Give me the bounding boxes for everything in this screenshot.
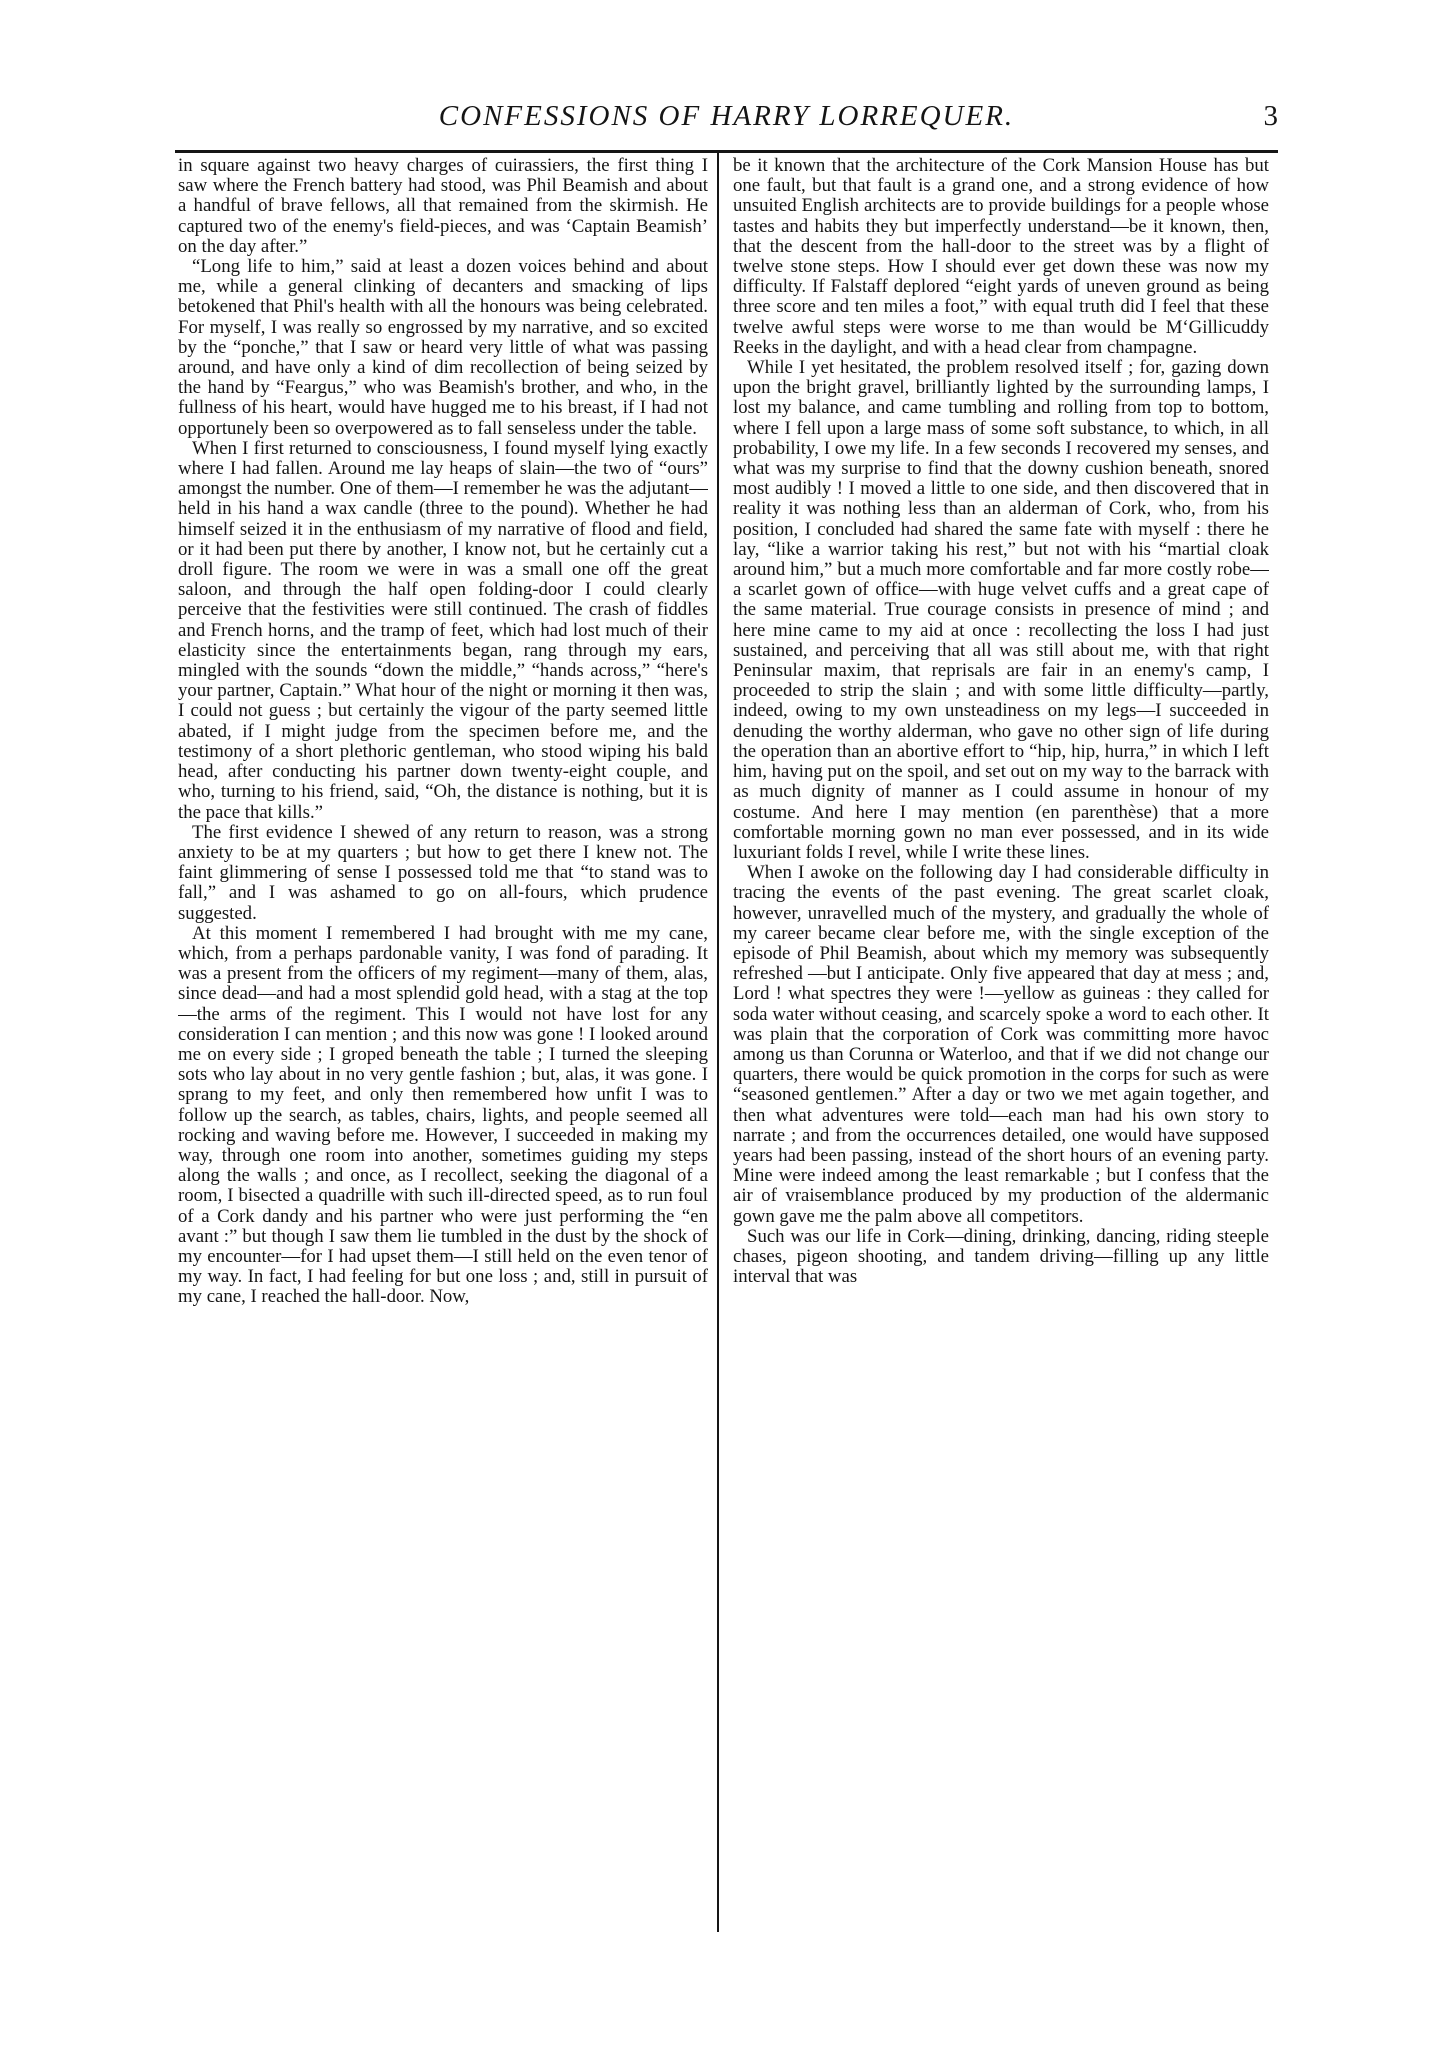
left-column [178, 156, 708, 1936]
right-column [733, 156, 1269, 1936]
paragraph: When I awoke on the following day I had considerable difficulty in tracing the events of the past evening. The great scarlet cloak, however, unravelled much of the mystery, and gradually the whole of my career became clear before me, with the single exception of the episode of Phil Beamish, about which my memory was subsequently refreshed —but I anticipate. Only five appeared that day at mess ; and, Lord ! what spectres they were !—yellow as guineas : they called for soda water without ceasing, and scarcely spoke a word to each other. It was plain that the corporation of Cork was committing more havoc among us than Corunna or Waterloo, and that if we did not change our quarters, there would be quick promotion in the corps for such as were “seasoned gentlemen.” After a day or two we met again together, and then what adventures were told—each man had his own story to narrate ; and from the occurrences detailed, one would have supposed years had been passing, instead of the short hours of an evening party. Mine were indeed among the least remarkable ; but I confess that the air of vraisemblance produced by my production of the aldermanic gown gave me the palm above all competitors. [733, 862, 1269, 1227]
paragraph: At this moment I remembered I had brought with me my cane, which, from a perhaps pardonable vanity, I was fond of parading. It was a present from the officers of my regiment—many of them, alas, since dead—and had a most splendid gold head, with a stag at the top—the arms of the regiment. This I would not have lost for any consideration I can mention ; and this now was gone ! I looked around me on every side ; I groped beneath the table ; I turned the sleeping sots who lay about in no very gentle fashion ; but, alas, it was gone. I sprang to my feet, and only then remembered how unfit I was to follow up the search, as tables, chairs, lights, and people seemed all rocking and waving before me. However, I succeeded in making my way, through one room into another, sometimes guiding my steps along the walls ; and once, as I recollect, seeking the diagonal of a room, I bisected a quadrille with such ill-directed speed, as to run foul of a Cork dandy and his partner who were just performing the “en avant :” but though I saw them lie tumbled in the dust by the shock of my encounter—for I had upset them—I still held on the even tenor of my way. In fact, I had feeling for but one loss ; and, still in pursuit of my cane, I reached the hall-door. Now, [178, 922, 708, 1308]
column-divider [717, 152, 719, 1932]
page-header [175, 96, 1278, 144]
paragraph: Such was our life in Cork—dining, drinking, dancing, riding steeple chases, pigeon shooting, and tandem driving—filling up any little interval that was [733, 1225, 1269, 1288]
paragraph: be it known that the architecture of the Cork Mansion House has but one fault, but that fault is a grand one, and a strong evidence of how unsuited English architects are to provide buildings for a people whose tastes and habits they but imperfectly understand—be it known, then, that the descent from the hall-door to the street was by a flight of twelve stone steps. How I should ever get down these was now my difficulty. If Falstaff deplored “eight yards of uneven ground as being three score and ten miles a foot,” with equal truth did I feel that these twelve awful steps were worse to me than would be M‘Gillicuddy Reeks in the daylight, and with a head clear from champagne. [733, 156, 1269, 358]
paragraph: in square against two heavy charges of cuirassiers, the first thing I saw where the French battery had stood, was Phil Beamish and about a handful of brave fellows, all that remained from the skirmish. He captured two of the enemy's field-pieces, and was ‘Captain Beamish’ on the day after.” [178, 156, 708, 257]
paragraph: While I yet hesitated, the problem resolved itself ; for, gazing down upon the bright gravel, brilliantly lighted by the surrounding lamps, I lost my balance, and came tumbling and rolling from top to bottom, where I fell upon a large mass of some soft substance, to which, in all probability, I owe my life. In a few seconds I recovered my senses, and what was my surprise to find that the downy cushion beneath, snored most audibly ! I moved a little to one side, and then discovered that in reality it was nothing less than an alderman of Cork, who, from his position, I concluded had shared the same fate with myself : there he lay, “like a warrior taking his rest,” but not with his “martial cloak around him,” but a much more comfortable and far more costly robe—a scarlet gown of office—with huge velvet cuffs and a great cape of the same material. True courage consists in presence of mind ; and here mine came to my aid at once : recollecting the loss I had just sustained, and perceiving that all was still about me, with that right Peninsular maxim, that reprisals are fair in an enemy's camp, I proceeded to strip the slain ; and with some little difficulty—partly, indeed, owing to my own unsteadiness on my legs—I succeeded in denuding the worthy alderman, who gave no other sign of life during the operation than an abortive effort to “hip, hip, hurra,” in which I left him, having put on the spoil, and set out on my way to the barrack with as much dignity of manner as I could assume in honour of my costume. And here I may mention (en parenthèse) that a more comfortable morning gown no man ever possessed, and in its wide luxuriant folds I revel, while I write these lines. [733, 357, 1269, 863]
paragraph: When I first returned to consciousness, I found myself lying exactly where I had fallen. Around me lay heaps of slain—the two of “ours” amongst the number. One of them—I remember he was the adjutant—held in his hand a wax candle (three to the pound). Whether he had himself seized it in the enthusiasm of my narrative of flood and field, or it had been put there by another, I know not, but he certainly cut a droll figure. The room we were in was a small one off the great saloon, and through the half open folding-door I could clearly perceive that the festivities were still continued. The crash of fiddles and French horns, and the tramp of feet, which had lost much of their elasticity since the entertainments began, rang through my ears, mingled with the sounds “down the middle,” “hands across,” “here's your partner, Captain.” What hour of the night or morning it then was, I could not guess ; but certainly the vigour of the party seemed little abated, if I might judge from the specimen before me, and the testimony of a short plethoric gentleman, who stood wiping his bald head, after conducting his partner down twenty-eight couple, and who, turning to his friend, said, “Oh, the distance is nothing, but it is the pace that kills.” [178, 437, 708, 823]
page-number: 3 [1263, 100, 1278, 132]
paragraph: The first evidence I shewed of any return to reason, was a strong anxiety to be at my quarters ; but how to get there I knew not. The faint glimmering of sense I possessed told me that “to stand was to fall,” and I was ashamed to go on all-fours, which prudence suggested. [178, 821, 708, 924]
paragraph: “Long life to him,” said at least a dozen voices behind and about me, while a general clinking of decanters and smacking of lips betokened that Phil's health with all the honours was being celebrated. For myself, I was really so engrossed by my narrative, and so excited by the “ponche,” that I saw or heard very little of what was passing around, and have only a kind of dim recollection of being seized by the hand by “Feargus,” who was Beamish's brother, and who, in the fullness of his heart, would have hugged me to his breast, if I had not opportunely been so overpowered as to fall senseless under the table. [178, 256, 708, 439]
running-title: CONFESSIONS OF HARRY LORREQUER. [438, 100, 1015, 132]
header-rule [175, 150, 1278, 153]
